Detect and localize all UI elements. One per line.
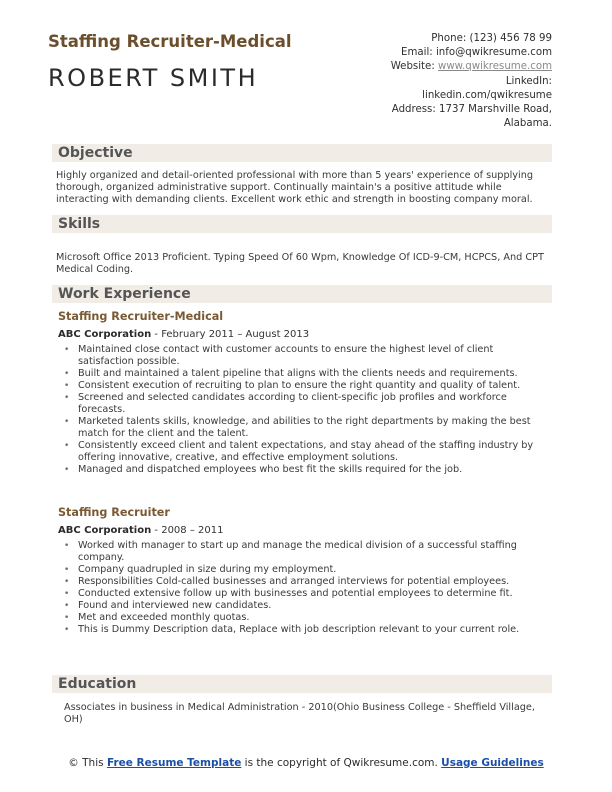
contact-block xyxy=(332,32,552,131)
footer-prefix: © This xyxy=(68,757,107,769)
objective-text: Highly organized and detail-oriented professional with more than 5 years' experience of supplying thorough, organized administrative support. Continually maintain's a positive attitude while interacting with demanding clients. Excellent work ethic and strength in boosting company moral. xyxy=(56,170,533,205)
job-dates: - February 2011 – August 2013 xyxy=(151,329,310,340)
objective-title: Objective xyxy=(58,145,133,161)
job-company-line xyxy=(58,328,550,342)
skills-section-header xyxy=(52,215,552,233)
list-item: • Found and interviewed new candidates. xyxy=(58,600,550,612)
contact-linkedin-value: linkedin.com/qwikresume xyxy=(422,89,552,101)
education-section-header xyxy=(52,675,552,693)
contact-phone: Phone: (123) 456 78 99 xyxy=(431,33,552,44)
contact-linkedin-label: LinkedIn: xyxy=(505,75,552,87)
job-bullets xyxy=(58,344,550,476)
work-section-header xyxy=(52,285,552,303)
job-company: ABC Corporation xyxy=(58,329,152,340)
website-label: Website: xyxy=(390,61,438,73)
work-title: Work Experience xyxy=(58,286,191,302)
list-item: • Responsibilities Cold-called businesses and arranged interviews for potential employees. xyxy=(58,576,550,588)
list-item: • This is Dummy Description data, Replace with job description relevant to your current role. xyxy=(58,624,550,636)
job-title: Staffing Recruiter xyxy=(58,506,170,519)
contact-address-line2: Alabama. xyxy=(503,118,552,130)
contact-address-line1: Address: 1737 Marshville Road, xyxy=(391,104,552,116)
job-company-line xyxy=(58,524,550,538)
list-item: • Company quadrupled in size during my employment. xyxy=(58,564,550,576)
job-bullets xyxy=(58,540,550,636)
education-title: Education xyxy=(58,676,137,692)
job-entry xyxy=(58,506,550,636)
resume-job-title: Staffing Recruiter-Medical xyxy=(48,32,292,51)
list-item: • Maintained close contact with customer accounts to ensure the highest level of client satisfaction possible. xyxy=(58,344,550,368)
skills-title: Skills xyxy=(58,216,101,232)
list-item: • Consistently exceed client and talent expectations, and stay ahead of the staffing industry by offering innovative, creative, and effective employment solutions. xyxy=(58,440,550,464)
list-item: • Conducted extensive follow up with businesses and potential employees to determine fit. xyxy=(58,588,550,600)
job-title: Staffing Recruiter-Medical xyxy=(58,310,224,323)
usage-guidelines-link[interactable]: Usage Guidelines xyxy=(441,757,544,769)
job-dates: - 2008 – 2011 xyxy=(151,525,224,536)
footer-middle: is the copyright of Qwikresume.com. xyxy=(241,757,442,769)
footer xyxy=(60,757,552,771)
list-item: • Consistent execution of recruiting to plan to ensure the right quantity and quality of talent. xyxy=(58,380,550,392)
website-link[interactable]: www.qwikresume.com xyxy=(437,61,552,73)
job-entry xyxy=(58,310,550,476)
list-item: • Managed and dispatched employees who best fit the skills required for the job. xyxy=(58,464,550,476)
list-item: • Met and exceeded monthly quotas. xyxy=(58,612,550,624)
contact-email: Email: info@qwikresume.com xyxy=(401,47,552,59)
list-item: • Built and maintained a talent pipeline that aligns with the clients needs and requirements. xyxy=(58,368,550,380)
candidate-name: ROBERT SMITH xyxy=(48,64,259,92)
list-item: • Screened and selected candidates according to client-specific job profiles and workforce forecasts. xyxy=(58,392,550,416)
education-text: Associates in business in Medical Administration - 2010(Ohio Business College - Sheffield Village, OH) xyxy=(64,702,535,725)
resume-header xyxy=(48,30,564,130)
objective-section-header xyxy=(52,144,552,162)
list-item: • Worked with manager to start up and manage the medical division of a successful staffing company. xyxy=(58,540,550,564)
list-item: • Marketed talents skills, knowledge, and abilities to the right departments by making the best match for the client and the talent. xyxy=(58,416,550,440)
free-resume-template-link[interactable]: Free Resume Template xyxy=(106,757,242,769)
job-company: ABC Corporation xyxy=(58,525,152,536)
contact-website xyxy=(332,60,552,74)
skills-text: Microsoft Office 2013 Proficient. Typing Speed Of 60 Wpm, Knowledge Of ICD-9-CM, HCPCS, And CPT Medical Coding. xyxy=(56,252,544,275)
